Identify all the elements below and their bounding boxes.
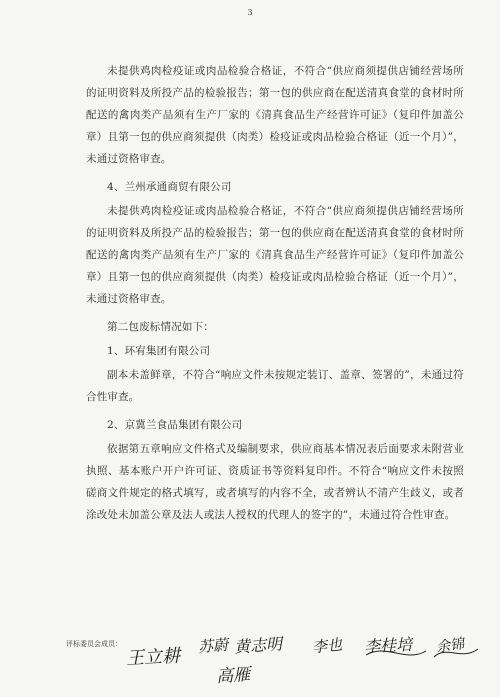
- paragraph-disqualification-3: 未提供鸡肉检疫证或肉品检验合格证，不符合“供应商须提供店铺经营场所的证明资料及所投产品的检验报告；第一包的供应商在配送清真食堂的食材时所配送的禽肉类产品须有生产厂家的《清真食品生产经营许可证》（复印件加盖公章）且第一包的供应商须提供（肉类）检疫证或肉品检验合格证（近一个月）”，未通过资格审查。: [86, 65, 464, 165]
- signature-6: 余锦: [435, 636, 466, 656]
- signature-2: 苏蔚: [197, 635, 229, 657]
- heading-package2-item-2: 2、京冀兰食品集团有限公司: [107, 419, 243, 431]
- paragraph-package2-item-1: 副本未盖鲜章，不符合“响应文件未按规定装订、盖章、签署的”，未通过符合性审查。: [86, 369, 464, 403]
- paragraph-package2-item-2: 依据第五章响应文件格式及编制要求，供应商基本情况表后面要求未附营业执照、基本账户开户许可证、资质证书等资料复印件。不符合“响应文件未按照磋商文件规定的格式填写，或者填写的内容不全，或者辨认不清产生歧义，或者涂改处未加盖公章及法人或法人授权的代理人的签字的”，未通过符合性审查。: [86, 443, 464, 521]
- heading-package2-item-1: 1、环宥集团有限公司: [107, 345, 211, 357]
- heading-supplier-4: 4、兰州承通商贸有限公司: [107, 181, 232, 193]
- signature-7: 高雁: [215, 664, 251, 688]
- paragraph-disqualification-4: 未提供鸡肉检疫证或肉品检验合格证，不符合“供应商须提供店铺经营场所的证明资料及所投产品的检验报告；第一包的供应商在配送清真食堂的食材时所配送的禽肉类产品须有生产厂家的《清真食品生产经营许可证》（复印件加盖公章）且第一包的供应商须提供（肉类）检疫证或肉品检验合格证（近一个月）”，未通过资格审查。: [86, 205, 464, 305]
- signature-5: 李桂培: [363, 634, 413, 657]
- committee-label: 评标委员会成员：: [66, 640, 122, 648]
- committee-signature-area: [66, 633, 486, 693]
- signature-4: 李也: [311, 635, 343, 657]
- section-title-package-2: 第二包废标情况如下：: [107, 321, 214, 333]
- signature-3: 黄志明: [233, 634, 283, 657]
- document-body: [86, 60, 464, 526]
- signature-1: 王立耕: [125, 645, 181, 670]
- page-number: 3: [247, 8, 253, 17]
